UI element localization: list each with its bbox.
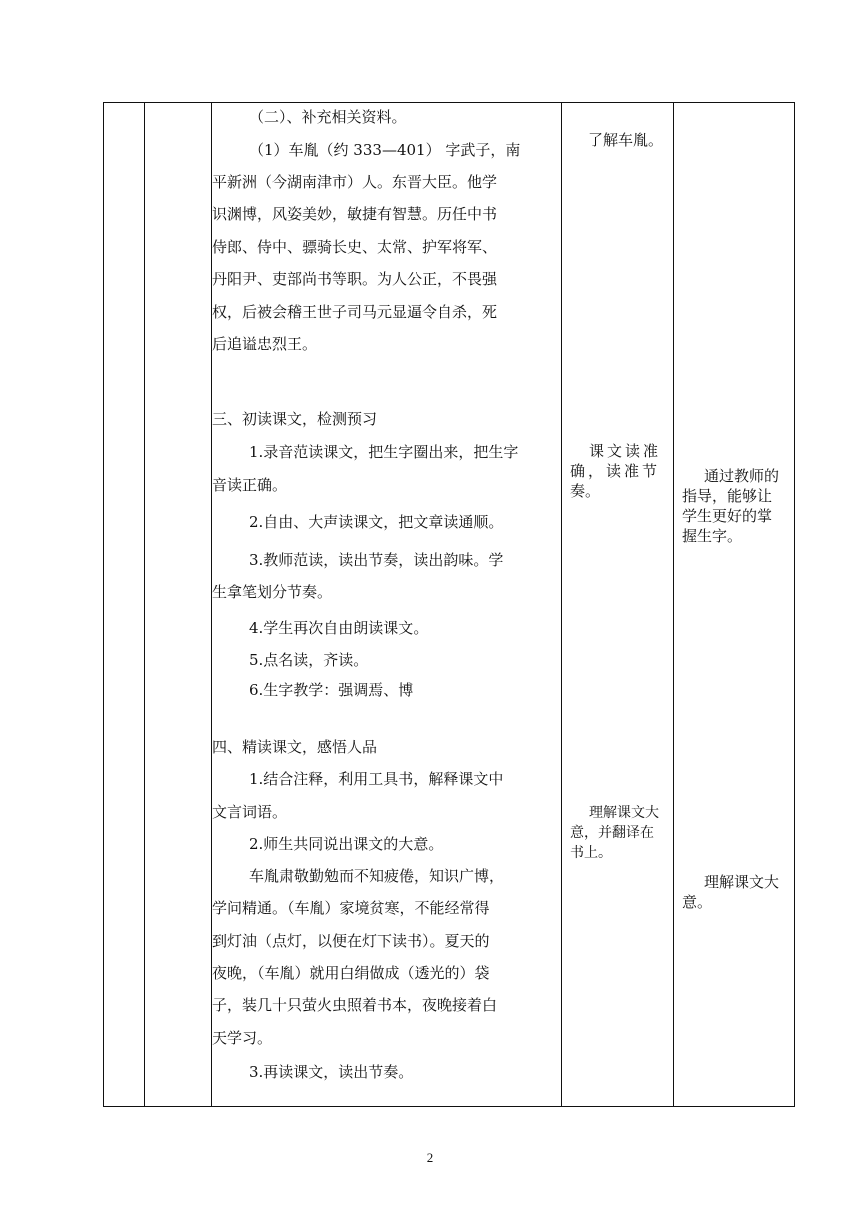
content-line: （1）车胤（约 333—401） 字武子，南 (249, 141, 521, 159)
intent-text: 指导，能够让 (682, 487, 773, 505)
design-intent-cell (682, 872, 779, 912)
activity-text: 课文读准 (589, 442, 662, 460)
content-line: 平新洲（今湖南津市）人。东晋大臣。他学 (212, 173, 498, 191)
content-line: 丹阳尹、吏部尚书等职。为人公正，不畏强 (212, 270, 498, 288)
column-divider (561, 103, 562, 1106)
student-activity-cell (570, 441, 668, 501)
content-line: 6.生字教学：强调焉、博 (249, 681, 414, 699)
student-activity-cell (588, 130, 663, 150)
activity-text: 理解课文大 (589, 805, 659, 821)
content-line: 子，装几十只萤火虫照着书本，夜晚接着白 (212, 996, 498, 1014)
content-line: 侍郎、侍中、骠骑长史、太常、护军将军、 (212, 238, 498, 256)
activity-text: 书上。 (570, 845, 612, 861)
content-line: 3.再读课文，读出节奏。 (249, 1063, 414, 1081)
content-line: 2.自由、大声读课文，把文章读通顺。 (249, 513, 504, 531)
student-activity-cell (570, 803, 659, 863)
content-line: 3.教师范读，读出节奏，读出韵味。学 (249, 551, 504, 569)
activity-text: 了解车胤。 (588, 131, 664, 149)
content-line: 权，后被会稽王世子司马元显逼令自杀，死 (212, 303, 498, 321)
content-line: 1.结合注释，利用工具书，解释课文中 (249, 770, 504, 788)
content-line: 文言词语。 (212, 803, 288, 821)
page-number: 2 (426, 1150, 434, 1165)
content-line: 4.学生再次自由朗读课文。 (249, 619, 429, 637)
content-line: 四、精读课文，感悟人品 (212, 738, 378, 756)
content-line: （二）、补充相关资料。 (249, 108, 407, 126)
activity-text: 意，并翻译在 (570, 825, 654, 841)
content-line: 夜晚，（车胤）就用白绢做成（透光的）袋 (212, 964, 490, 982)
activity-text: 奏。 (570, 482, 601, 500)
content-line: 生拿笔划分节奏。 (212, 583, 333, 601)
content-line: 三、初读课文，检测预习 (212, 410, 378, 428)
content-line: 识渊博，风姿美妙，敏捷有智慧。历任中书 (212, 205, 498, 223)
content-line: 5.点名读，齐读。 (249, 651, 369, 669)
intent-text: 学生更好的掌 (682, 507, 773, 525)
content-line: 学问精通。（车胤）家境贫寒，不能经常得 (212, 899, 490, 917)
activity-text: 确，读准节 (570, 462, 661, 480)
intent-text: 理解课文大 (704, 873, 780, 891)
content-line: 2.师生共同说出课文的大意。 (249, 835, 444, 853)
content-line: 后追谥忠烈王。 (212, 335, 318, 353)
intent-text: 握生字。 (682, 527, 743, 545)
column-divider (144, 103, 145, 1106)
content-line: 音读正确。 (212, 476, 288, 494)
lesson-table (103, 102, 795, 1107)
intent-text: 通过教师的 (704, 467, 780, 485)
content-line: 天学习。 (212, 1029, 273, 1047)
intent-text: 意。 (682, 893, 713, 911)
column-divider (673, 103, 674, 1106)
content-line: 车胤肃敬勤勉而不知疲倦，知识广博， (249, 867, 505, 885)
content-line: 1.录音范读课文，把生字圈出来，把生字 (249, 443, 519, 461)
content-line: 到灯油（点灯，以便在灯下读书）。夏天的 (212, 932, 490, 950)
design-intent-cell (682, 466, 779, 546)
